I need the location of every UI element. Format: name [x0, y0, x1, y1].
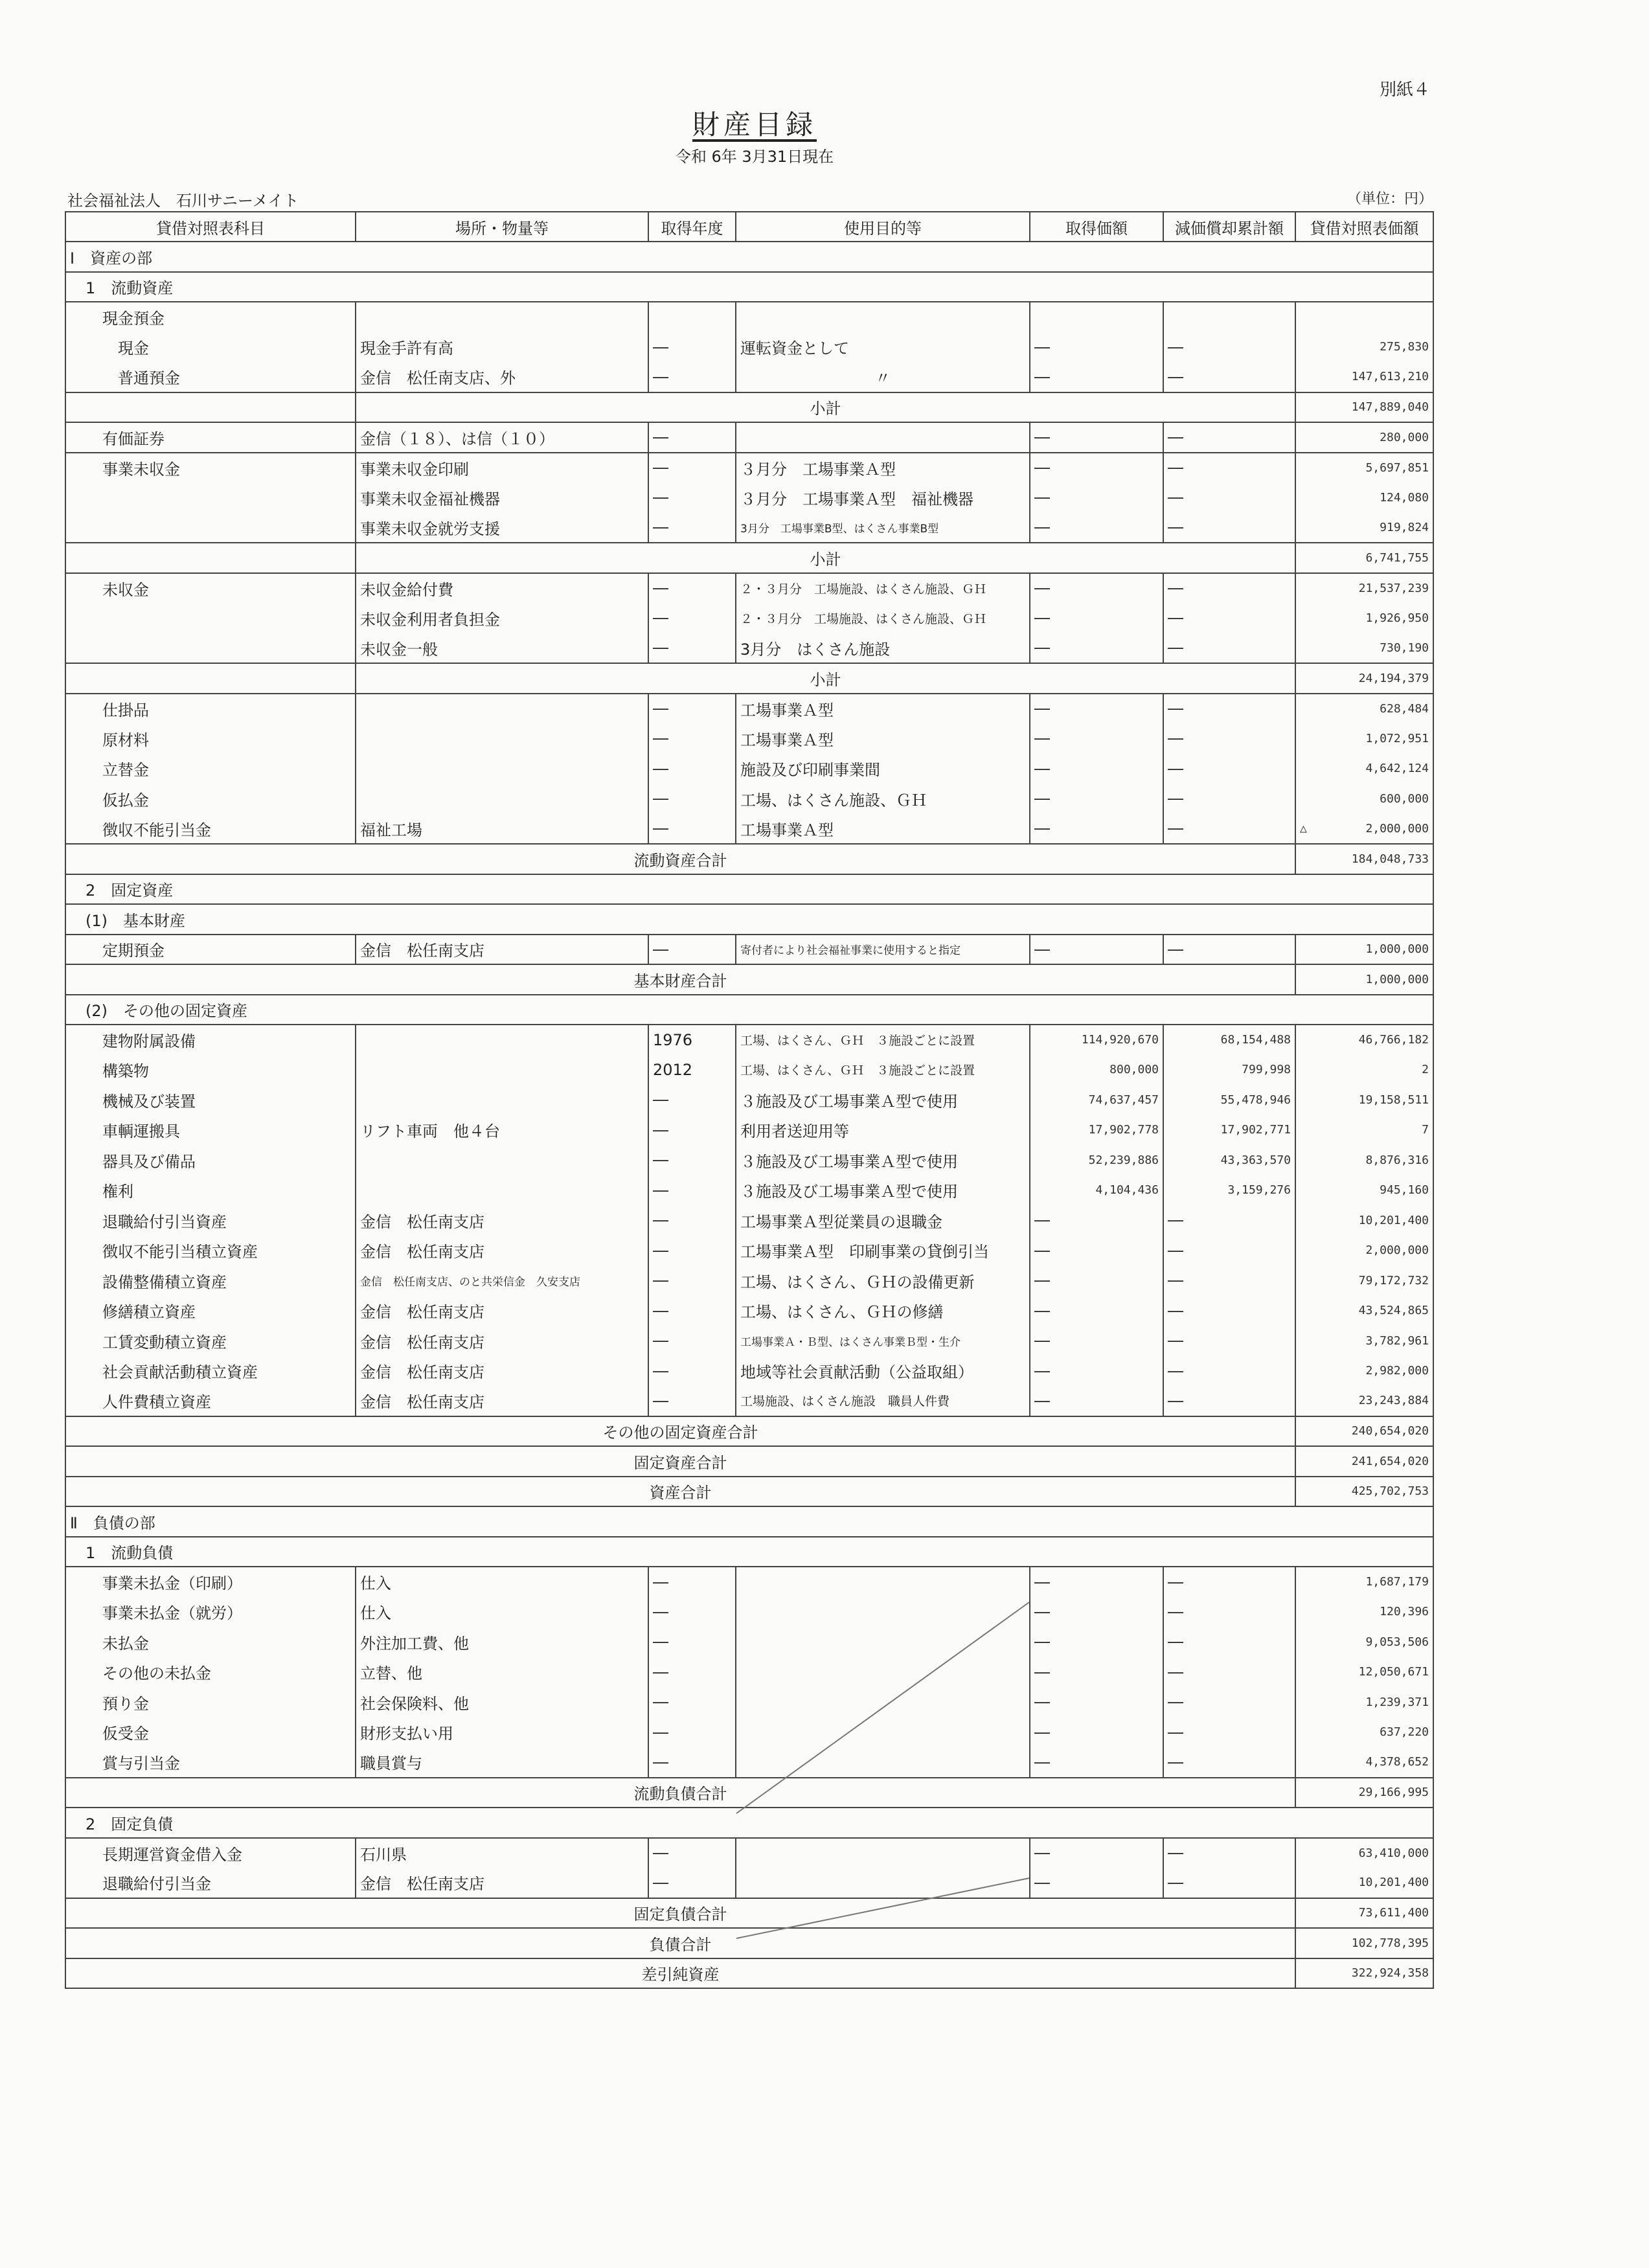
as-of-date: 令和 6年 3月31日現在	[675, 148, 834, 166]
purpose-cell: 工場事業Ａ・Ｂ型、はくさん事業Ｂ型・生介	[736, 1326, 1030, 1356]
cost-cell: ―	[1030, 422, 1163, 453]
column-header: 貸借対照表科目	[65, 212, 356, 242]
purpose-cell: 〃	[736, 362, 1030, 392]
year-cell: ―	[648, 1747, 736, 1778]
place-cell: 事業未収金就労支援	[356, 513, 648, 543]
purpose-cell: 工場、はくさん、ＧＨ ３施設ごとに設置	[736, 1055, 1030, 1085]
item-cell: 長期運営資金借入金	[65, 1838, 356, 1868]
year-cell: ―	[648, 1205, 736, 1236]
unit-label: （単位：円）	[1347, 191, 1433, 207]
cost-cell: ―	[1030, 1296, 1163, 1326]
dep-cell: 55,478,946	[1163, 1085, 1295, 1115]
cost-cell: ―	[1030, 573, 1163, 604]
item-cell: 賞与引当金	[65, 1747, 356, 1778]
item-cell: 立替金	[65, 754, 356, 784]
total-label-text: 流動負債合計	[633, 1785, 727, 1804]
year-cell: ―	[648, 814, 736, 845]
total-label-text: 負債合計	[649, 1935, 712, 1954]
section-label: (2) その他の固定資産	[65, 995, 1433, 1025]
dep-cell: ―	[1163, 1687, 1295, 1718]
cost-cell: ―	[1030, 1265, 1163, 1296]
purpose-cell: 工場事業Ａ型	[736, 723, 1030, 754]
year-cell: ―	[648, 1597, 736, 1627]
value-cell: 19,158,511	[1295, 1085, 1433, 1115]
dep-cell: ―	[1163, 754, 1295, 784]
cost-cell: ―	[1030, 1326, 1163, 1356]
dep-cell: ―	[1163, 1567, 1295, 1597]
item-cell: 社会貢献活動積立資産	[65, 1356, 356, 1387]
total-value: 73,611,400	[1295, 1898, 1433, 1929]
item-cell: 仕掛品	[65, 694, 356, 724]
cost-cell: ―	[1030, 1838, 1163, 1868]
cost-cell: ―	[1030, 603, 1163, 633]
value-cell: 5,697,851	[1295, 453, 1433, 483]
cost-cell: ―	[1030, 332, 1163, 363]
place-cell: 社会保険料、他	[356, 1687, 648, 1718]
purpose-cell: 3月分 はくさん施設	[736, 633, 1030, 664]
purpose-cell: 運転資金として	[736, 332, 1030, 363]
value-cell: 1,000,000	[1295, 935, 1433, 965]
purpose-cell: 工場事業Ａ型	[736, 694, 1030, 724]
value-cell: 919,824	[1295, 513, 1433, 543]
place-cell: 未収金一般	[356, 633, 648, 664]
dep-cell: ―	[1163, 1205, 1295, 1236]
purpose-cell: 工場施設、はくさん施設 職員人件費	[736, 1386, 1030, 1416]
dep-cell: ―	[1163, 573, 1295, 604]
place-cell: 金信 松任南支店、のと共栄信金 久安支店	[356, 1265, 648, 1296]
place-cell: 金信 松任南支店	[356, 1236, 648, 1266]
value-cell: 7	[1295, 1115, 1433, 1146]
year-cell: ―	[648, 723, 736, 754]
dep-cell: ―	[1163, 1718, 1295, 1748]
subtotal-label: 小計	[356, 663, 1295, 694]
dep-cell: ―	[1163, 1597, 1295, 1627]
place-cell: 未収金利用者負担金	[356, 603, 648, 633]
item-cell: 現金	[65, 332, 356, 363]
total-value: 29,166,995	[1295, 1778, 1433, 1808]
item-cell: 人件費積立資産	[65, 1386, 356, 1416]
item-cell: 機械及び装置	[65, 1085, 356, 1115]
place-cell: 財形支払い用	[356, 1718, 648, 1748]
item-cell: 普通預金	[65, 362, 356, 392]
cost-cell: ―	[1030, 784, 1163, 814]
dep-cell: ―	[1163, 1657, 1295, 1688]
year-cell: 2012	[648, 1055, 736, 1085]
place-cell: 金信 松任南支店	[356, 1326, 648, 1356]
item-cell: 仮払金	[65, 784, 356, 814]
place-cell: 金信 松任南支店	[356, 1386, 648, 1416]
year-cell: ―	[648, 633, 736, 664]
section-label: Ⅰ 資産の部	[65, 242, 1433, 272]
item-cell: 事業未払金（印刷）	[65, 1567, 356, 1597]
cost-cell: ―	[1030, 1868, 1163, 1898]
dep-cell: ―	[1163, 1326, 1295, 1356]
year-cell: ―	[648, 1627, 736, 1657]
year-cell: ―	[648, 784, 736, 814]
value-cell: 21,537,239	[1295, 573, 1433, 604]
dep-cell: ―	[1163, 935, 1295, 965]
place-cell: 現金手許有高	[356, 332, 648, 363]
column-header: 減価償却累計額	[1163, 212, 1295, 242]
item-cell: 預り金	[65, 1687, 356, 1718]
cost-cell: ―	[1030, 1236, 1163, 1266]
year-cell: ―	[648, 1567, 736, 1597]
dep-cell: ―	[1163, 362, 1295, 392]
dep-cell: ―	[1163, 1868, 1295, 1898]
year-cell: ―	[648, 1386, 736, 1416]
place-cell: 未収金給付費	[356, 573, 648, 604]
dep-cell: ―	[1163, 1356, 1295, 1387]
place-cell: 金信 松任南支店	[356, 935, 648, 965]
place-cell: 福祉工場	[356, 814, 648, 845]
total-value: 240,654,020	[1295, 1416, 1433, 1447]
value-cell: 4,642,124	[1295, 754, 1433, 784]
year-cell: ―	[648, 603, 736, 633]
purpose-cell: ３月分 工場事業Ａ型	[736, 453, 1030, 483]
year-cell: ―	[648, 453, 736, 483]
value-cell: 280,000	[1295, 422, 1433, 453]
negative-mark: △	[1300, 821, 1307, 835]
year-cell: ―	[648, 1236, 736, 1266]
dep-cell: ―	[1163, 814, 1295, 845]
value-cell: 2,982,000	[1295, 1356, 1433, 1387]
purpose-cell: ３施設及び工場事業Ａ型で使用	[736, 1145, 1030, 1175]
dep-cell: ―	[1163, 1838, 1295, 1868]
value-cell: 1,926,950	[1295, 603, 1433, 633]
year-cell: ―	[648, 1687, 736, 1718]
section-label: 1 流動資産	[65, 272, 1433, 302]
dep-cell: ―	[1163, 1386, 1295, 1416]
strikeout-line-fixed-liabilities	[736, 1878, 1029, 1938]
cost-cell: ―	[1030, 723, 1163, 754]
cost-cell: ―	[1030, 1747, 1163, 1778]
year-cell: ―	[648, 1085, 736, 1115]
value-cell: 1,687,179	[1295, 1567, 1433, 1597]
year-cell: ―	[648, 1296, 736, 1326]
place-cell: 金信 松任南支店	[356, 1868, 648, 1898]
value-cell: 9,053,506	[1295, 1627, 1433, 1657]
item-cell: 構築物	[65, 1055, 356, 1085]
year-cell: ―	[648, 573, 736, 604]
cost-cell: 52,239,886	[1030, 1145, 1163, 1175]
year-cell: ―	[648, 1718, 736, 1748]
year-cell: ―	[648, 513, 736, 543]
strikeout-line-current-liabilities	[736, 1602, 1029, 1813]
purpose-cell: ３施設及び工場事業Ａ型で使用	[736, 1175, 1030, 1206]
total-value: 425,702,753	[1295, 1477, 1433, 1507]
value-cell: 1,072,951	[1295, 723, 1433, 754]
purpose-cell: 工場事業Ａ型従業員の退職金	[736, 1205, 1030, 1236]
year-cell: 1976	[648, 1025, 736, 1055]
item-cell: 仮受金	[65, 1718, 356, 1748]
section-label: 1 流動負債	[65, 1537, 1433, 1567]
value-cell: 275,830	[1295, 332, 1433, 363]
year-cell: ―	[648, 482, 736, 513]
item-cell: 未払金	[65, 1627, 356, 1657]
dep-cell: 68,154,488	[1163, 1025, 1295, 1055]
cost-cell: 4,104,436	[1030, 1175, 1163, 1206]
item-cell: 事業未払金（就労）	[65, 1597, 356, 1627]
cost-cell: ―	[1030, 453, 1163, 483]
column-header: 使用目的等	[736, 212, 1030, 242]
item-cell: 退職給付引当資産	[65, 1205, 356, 1236]
section-label: 2 固定資産	[65, 874, 1433, 905]
place-cell: 外注加工費、他	[356, 1627, 648, 1657]
dep-cell: ―	[1163, 422, 1295, 453]
purpose-cell: 施設及び印刷事業間	[736, 754, 1030, 784]
total-label-text: 資産合計	[649, 1484, 712, 1503]
total-label-text: 固定資産合計	[633, 1453, 727, 1472]
purpose-cell: 利用者送迎用等	[736, 1115, 1030, 1146]
dep-cell: ―	[1163, 513, 1295, 543]
place-cell: 仕入	[356, 1567, 648, 1597]
item-cell: 器具及び備品	[65, 1145, 356, 1175]
value-cell: 3,782,961	[1295, 1326, 1433, 1356]
dep-cell: ―	[1163, 784, 1295, 814]
cost-cell: ―	[1030, 1718, 1163, 1748]
purpose-cell: 工場、はくさん、ＧＨ ３施設ごとに設置	[736, 1025, 1030, 1055]
value-cell: 10,201,400	[1295, 1868, 1433, 1898]
place-cell: 金信 松任南支店	[356, 1205, 648, 1236]
value-cell: 120,396	[1295, 1597, 1433, 1627]
item-cell: 未収金	[65, 573, 356, 604]
cost-cell: ―	[1030, 1356, 1163, 1387]
dep-cell: ―	[1163, 482, 1295, 513]
dep-cell: 3,159,276	[1163, 1175, 1295, 1206]
total-value: 322,924,358	[1295, 1958, 1433, 1989]
place-cell: リフト車両 他４台	[356, 1115, 648, 1146]
dep-cell: ―	[1163, 1627, 1295, 1657]
value-cell: 147,613,210	[1295, 362, 1433, 392]
place-cell: 金信（１８）、は信（１０）	[356, 422, 648, 453]
dep-cell: ―	[1163, 694, 1295, 724]
cost-cell: ―	[1030, 935, 1163, 965]
item-cell: 定期預金	[65, 935, 356, 965]
item-cell: その他の未払金	[65, 1657, 356, 1688]
dep-cell: ―	[1163, 603, 1295, 633]
item-cell: 事業未収金	[65, 453, 356, 483]
purpose-cell: ３月分 工場事業Ａ型 福祉機器	[736, 482, 1030, 513]
cost-cell: ―	[1030, 1657, 1163, 1688]
year-cell: ―	[648, 754, 736, 784]
place-cell: 石川県	[356, 1838, 648, 1868]
total-label-text: 基本財産合計	[633, 971, 727, 990]
year-cell: ―	[648, 1838, 736, 1868]
item-cell: 建物附属設備	[65, 1025, 356, 1055]
purpose-cell: 工場事業Ａ型 印刷事業の貸倒引当	[736, 1236, 1030, 1266]
place-cell: 金信 松任南支店	[356, 1356, 648, 1387]
cost-cell: ―	[1030, 1205, 1163, 1236]
item-cell: 有価証券	[65, 422, 356, 453]
year-cell: ―	[648, 1115, 736, 1146]
purpose-cell: 工場、はくさん、ＧＨの設備更新	[736, 1265, 1030, 1296]
dep-cell: ―	[1163, 1296, 1295, 1326]
item-cell: 車輌運搬具	[65, 1115, 356, 1146]
cost-cell: ―	[1030, 513, 1163, 543]
purpose-cell: ３施設及び工場事業Ａ型で使用	[736, 1085, 1030, 1115]
purpose-cell: ２・３月分 工場施設、はくさん施設、ＧＨ	[736, 573, 1030, 604]
item-cell: 退職給付引当金	[65, 1868, 356, 1898]
section-label: (1) 基本財産	[65, 904, 1433, 935]
value-cell: 63,410,000	[1295, 1838, 1433, 1868]
cost-cell: 74,637,457	[1030, 1085, 1163, 1115]
cost-cell: ―	[1030, 1597, 1163, 1627]
column-header: 場所・物量等	[356, 212, 648, 242]
dep-cell: 43,363,570	[1163, 1145, 1295, 1175]
place-cell: 事業未収金福祉機器	[356, 482, 648, 513]
place-cell: 仕入	[356, 1597, 648, 1627]
year-cell: ―	[648, 422, 736, 453]
cost-cell: ―	[1030, 754, 1163, 784]
item-cell: 設備整備積立資産	[65, 1265, 356, 1296]
dep-cell: ―	[1163, 332, 1295, 363]
column-header: 貸借対照表価額	[1295, 212, 1433, 242]
dep-cell: ―	[1163, 453, 1295, 483]
item-cell: 徴収不能引当積立資産	[65, 1236, 356, 1266]
year-cell: ―	[648, 1326, 736, 1356]
subtotal-label: 小計	[356, 543, 1295, 573]
year-cell: ―	[648, 1868, 736, 1898]
value-cell: 79,172,732	[1295, 1265, 1433, 1296]
value-cell: 8,876,316	[1295, 1145, 1433, 1175]
place-cell: 事業未収金印刷	[356, 453, 648, 483]
item-cell: 現金預金	[65, 302, 356, 332]
value-cell: 46,766,182	[1295, 1025, 1433, 1055]
organization-name: 社会福祉法人 石川サニーメイト	[67, 192, 299, 210]
value-cell: 2,000,000	[1295, 1236, 1433, 1266]
year-cell: ―	[648, 1265, 736, 1296]
cost-cell: ―	[1030, 694, 1163, 724]
year-cell: ―	[648, 362, 736, 392]
total-label-text: 差引純資産	[641, 1966, 720, 1984]
purpose-cell: 工場、はくさん、ＧＨの修繕	[736, 1296, 1030, 1326]
dep-cell: ―	[1163, 1265, 1295, 1296]
total-label-text: その他の固定資産合計	[602, 1423, 758, 1442]
cost-cell: ―	[1030, 1627, 1163, 1657]
total-label-text: 流動資産合計	[633, 851, 727, 870]
year-cell: ―	[648, 935, 736, 965]
cost-cell: 114,920,670	[1030, 1025, 1163, 1055]
page-title: 財産目録	[692, 109, 817, 141]
value-cell: 23,243,884	[1295, 1386, 1433, 1416]
year-cell: ―	[648, 332, 736, 363]
value-cell: 12,050,671	[1295, 1657, 1433, 1688]
section-label: 2 固定負債	[65, 1808, 1433, 1838]
purpose-cell: 寄付者により社会福祉事業に使用すると指定	[736, 935, 1030, 965]
year-cell: ―	[648, 1657, 736, 1688]
value-cell: 10,201,400	[1295, 1205, 1433, 1236]
cost-cell: ―	[1030, 482, 1163, 513]
subtotal-value: 147,889,040	[1295, 392, 1433, 423]
value-cell: 600,000	[1295, 784, 1433, 814]
subtotal-value: 6,741,755	[1295, 543, 1433, 573]
cost-cell: ―	[1030, 1567, 1163, 1597]
place-cell: 金信 松任南支店	[356, 1296, 648, 1326]
place-cell: 職員賞与	[356, 1747, 648, 1778]
dep-cell: ―	[1163, 1236, 1295, 1266]
cost-cell: ―	[1030, 633, 1163, 664]
dep-cell: 799,998	[1163, 1055, 1295, 1085]
cost-cell: ―	[1030, 1687, 1163, 1718]
value-cell: 4,378,652	[1295, 1747, 1433, 1778]
item-cell: 権利	[65, 1175, 356, 1206]
purpose-cell: 工場事業Ａ型	[736, 814, 1030, 845]
item-cell: 徴収不能引当金	[65, 814, 356, 845]
value-cell: 945,160	[1295, 1175, 1433, 1206]
year-cell: ―	[648, 694, 736, 724]
value-cell: 730,190	[1295, 633, 1433, 664]
total-value: 184,048,733	[1295, 844, 1433, 874]
cost-cell: ―	[1030, 362, 1163, 392]
dep-cell: 17,902,771	[1163, 1115, 1295, 1146]
purpose-cell: ２・３月分 工場施設、はくさん施設、ＧＨ	[736, 603, 1030, 633]
purpose-cell: 地域等社会貢献活動（公益取組）	[736, 1356, 1030, 1387]
year-cell: ―	[648, 1175, 736, 1206]
year-cell: ―	[648, 1145, 736, 1175]
cost-cell: ―	[1030, 1386, 1163, 1416]
purpose-cell: 3月分 工場事業B型、はくさん事業B型	[736, 513, 1030, 543]
item-cell: 修繕積立資産	[65, 1296, 356, 1326]
dep-cell: ―	[1163, 633, 1295, 664]
total-value: 102,778,395	[1295, 1928, 1433, 1958]
value-cell: 43,524,865	[1295, 1296, 1433, 1326]
place-cell: 立替、他	[356, 1657, 648, 1688]
dep-cell: ―	[1163, 723, 1295, 754]
total-value: 241,654,020	[1295, 1446, 1433, 1477]
cost-cell: 800,000	[1030, 1055, 1163, 1085]
section-label: Ⅱ 負債の部	[65, 1506, 1433, 1537]
subtotal-label: 小計	[356, 392, 1295, 423]
value-cell: 637,220	[1295, 1718, 1433, 1748]
subtotal-value: 24,194,379	[1295, 663, 1433, 694]
cost-cell: ―	[1030, 814, 1163, 845]
place-cell: 金信 松任南支店、外	[356, 362, 648, 392]
column-header: 取得年度	[648, 212, 736, 242]
item-cell: 工賃変動積立資産	[65, 1326, 356, 1356]
value-cell: 124,080	[1295, 482, 1433, 513]
column-header: 取得価額	[1030, 212, 1163, 242]
year-cell: ―	[648, 1356, 736, 1387]
total-label-text: 固定負債合計	[633, 1905, 727, 1924]
cost-cell: 17,902,778	[1030, 1115, 1163, 1146]
value-cell: 1,239,371	[1295, 1687, 1433, 1718]
attachment-number: 別紙４	[1380, 80, 1431, 100]
total-value: 1,000,000	[1295, 964, 1433, 995]
value-text: 2,000,000	[1365, 821, 1429, 835]
item-cell: 原材料	[65, 723, 356, 754]
value-cell: 628,484	[1295, 694, 1433, 724]
purpose-cell: 工場、はくさん施設、ＧＨ	[736, 784, 1030, 814]
dep-cell: ―	[1163, 1747, 1295, 1778]
value-cell: 2	[1295, 1055, 1433, 1085]
